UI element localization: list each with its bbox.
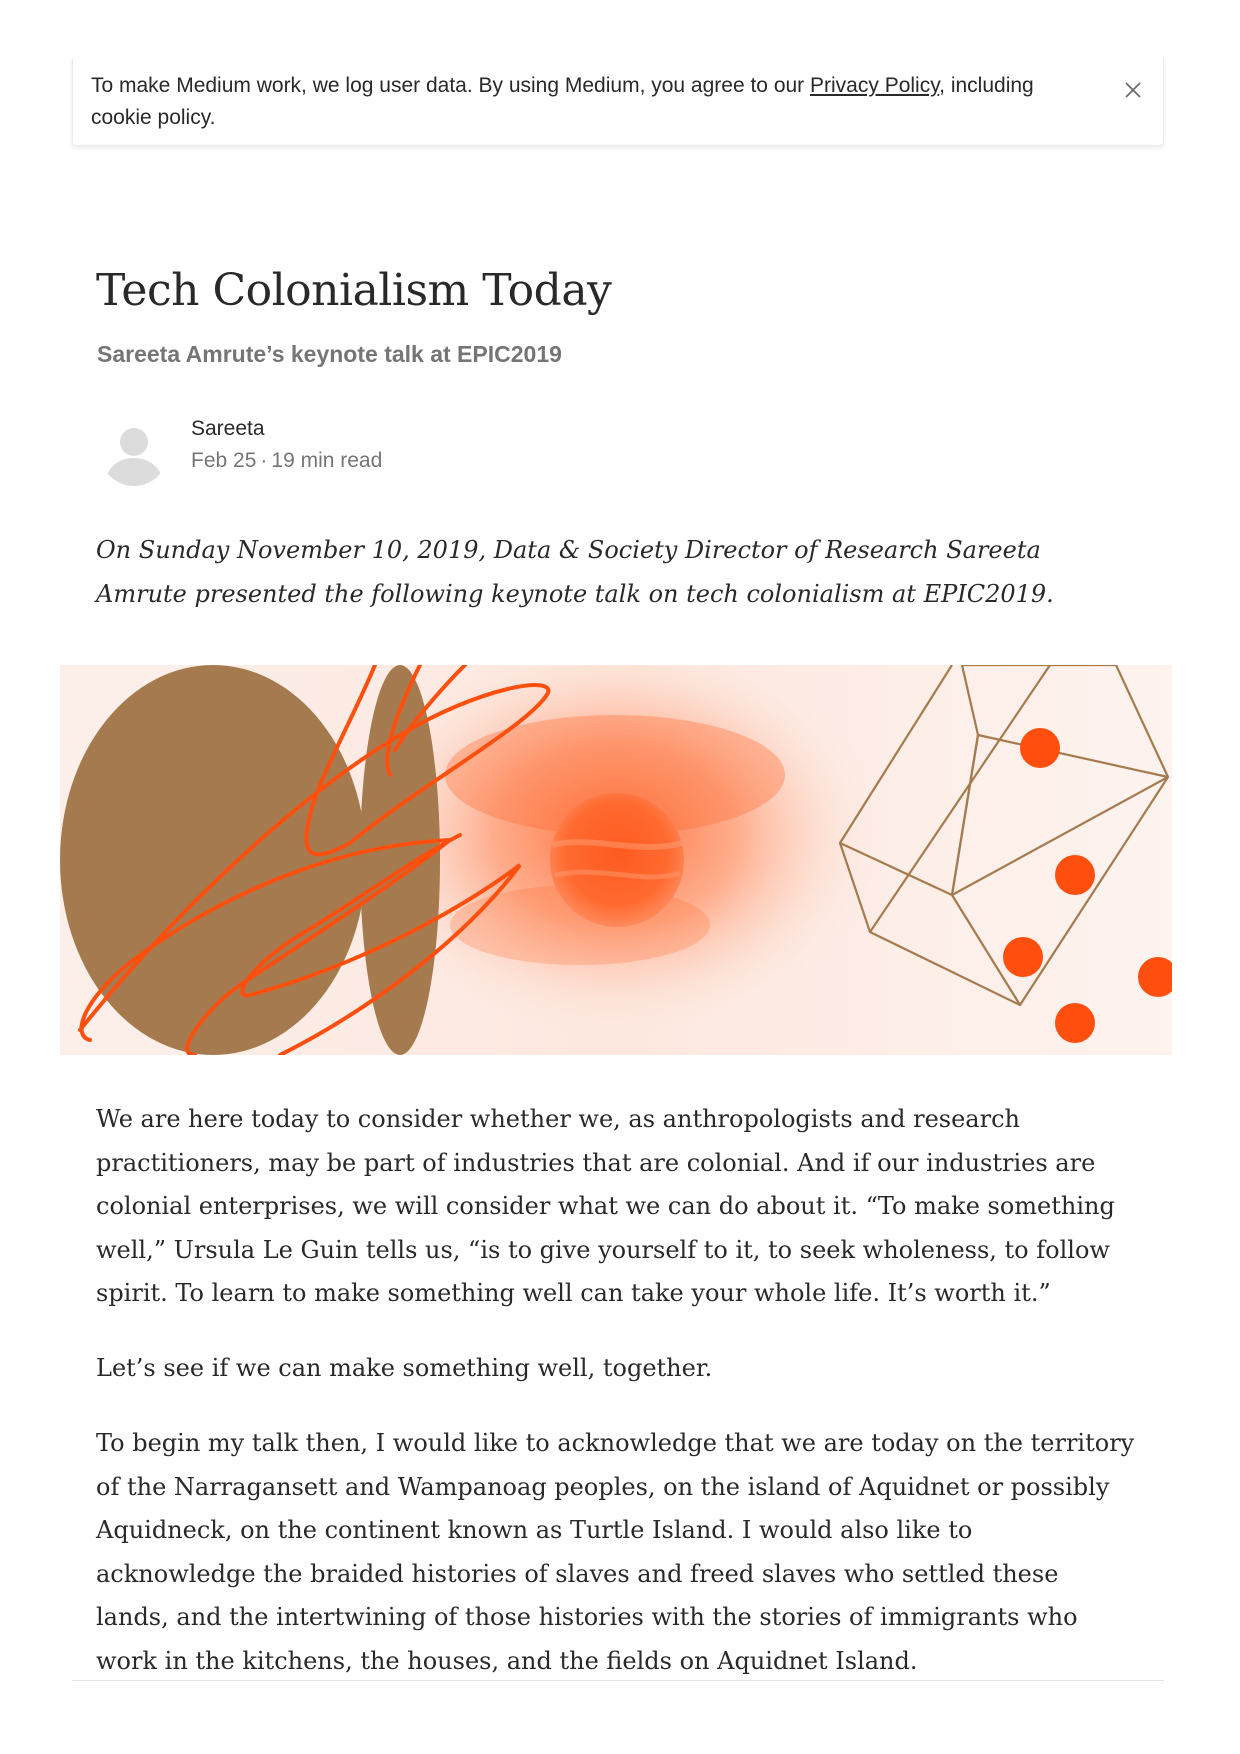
post-date: Feb 25: [191, 449, 257, 472]
article-subtitle: Sareeta Amrute’s keynote talk at EPIC2019: [97, 341, 562, 367]
bottom-divider: [72, 1680, 1164, 1681]
article-paragraph: To begin my talk then, I would like to acknowledge that we are today on the territory of the Narragansett and Wampanoag peoples, on the island of Aquidnet or possibly Aquidneck, on the continent known as Turtle Island. I would also like to acknowledge the braided histories of slaves and freed slaves who settled these lands, and the intertwining of those histories with the stories of immigrants who work in the kitchens, the houses, and the fields on Aquidnet Island.: [96, 1429, 1135, 1675]
article-paragraph: Let’s see if we can make something well, together.: [96, 1354, 713, 1382]
meta-separator: ·: [260, 449, 268, 472]
article-paragraph: We are here today to consider whether we, as anthropologists and research practitioners, may be part of industries that are colonial. And if our industries are colonial enterprises, we will consider what we can do about it. “To make something well,” Ursula Le Guin tells us, “is to give yourself to it, to seek wholeness, to follow spirit. To learn to make something well can take your whole life. It’s worth it.”: [96, 1105, 1115, 1307]
author-name[interactable]: Sareeta: [191, 417, 265, 440]
default-avatar-icon[interactable]: [100, 418, 168, 486]
cookie-banner: [72, 58, 1164, 146]
cookie-text-after: , including cookie policy.: [91, 74, 1034, 129]
privacy-policy-link[interactable]: Privacy Policy: [810, 74, 940, 97]
close-icon[interactable]: [1119, 76, 1147, 104]
read-time: 19 min read: [271, 449, 383, 472]
cookie-text-before: To make Medium work, we log user data. By using Medium, you agree to our: [91, 74, 811, 97]
hero-image: [60, 665, 1172, 1055]
article-title: Tech Colonialism Today: [96, 265, 612, 316]
article-intro: On Sunday November 10, 2019, Data & Society Director of Research Sareeta Amrute presented the following keynote talk on tech colonialism at EPIC2019.: [96, 536, 1054, 608]
post-meta: [191, 446, 382, 476]
cookie-banner-text: [91, 70, 1071, 134]
